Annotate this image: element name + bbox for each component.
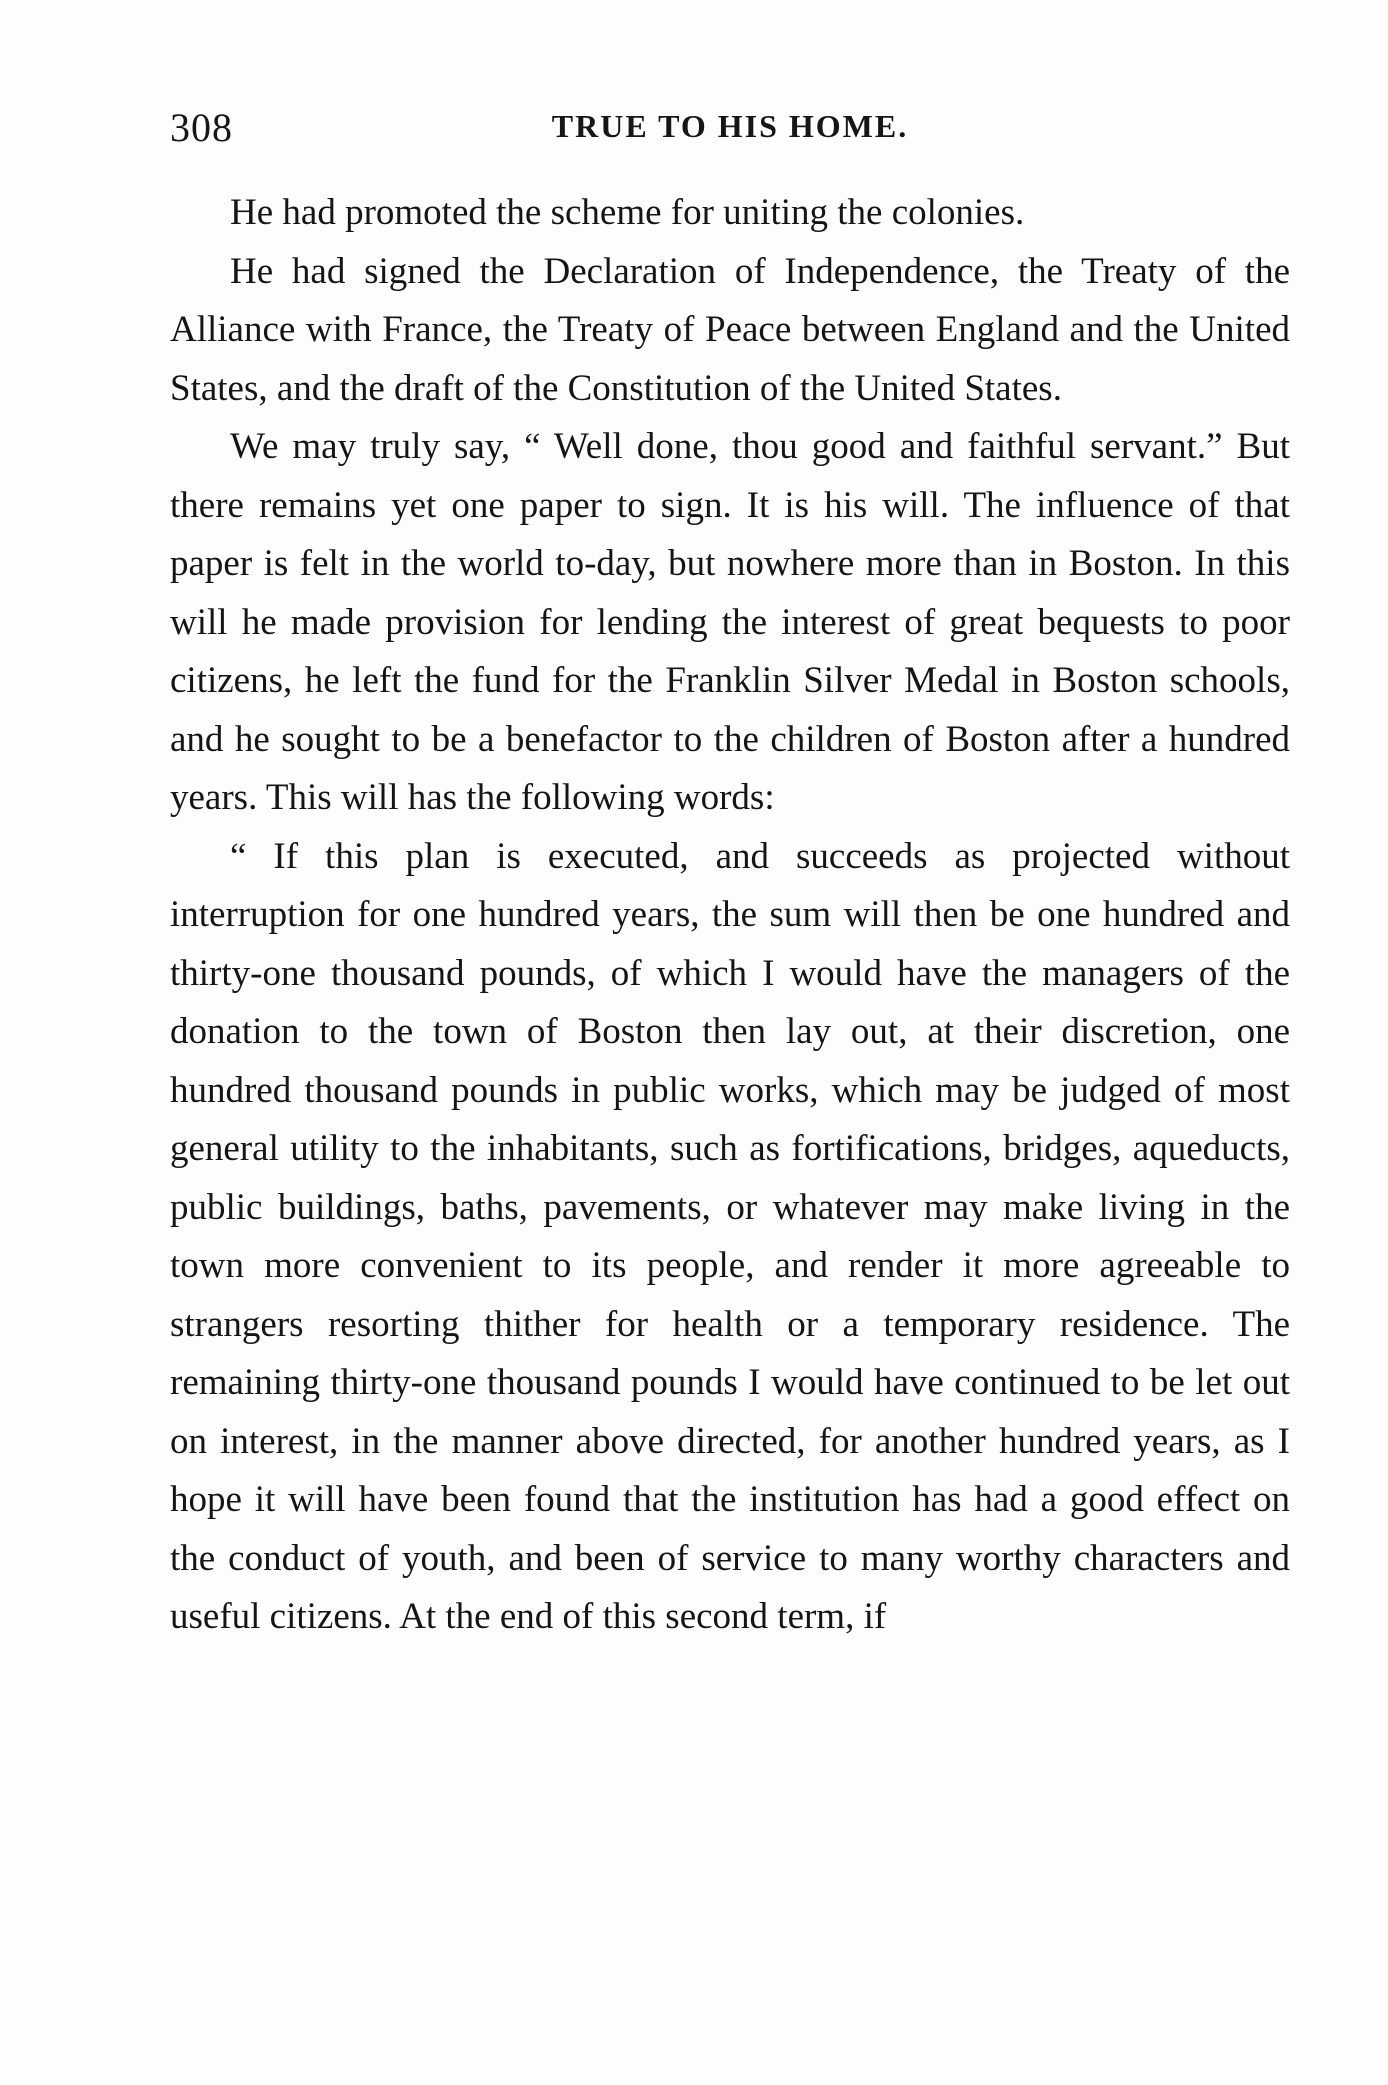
running-head — [170, 104, 1290, 164]
paragraph-will: We may truly say, “ Well done, thou good and faithful servant.” But there remains yet one paper to sign. It is his will. The influence of that paper is felt in the world to-day, but nowhere more than in Boston. In this will he made provision for lending the interest of great bequests to poor citizens, he left the fund for the Franklin Silver Medal in Boston schools, and he sought to be a benefactor to the children of Boston after a hundred years. This will has the following words: — [170, 426, 1290, 818]
page-number: 308 — [170, 105, 233, 150]
running-title: TRUE TO HIS HOME. — [551, 108, 909, 144]
paragraph-declaration: He had signed the Declaration of Independence, the Treaty of the Alliance with France, the Treaty of Peace between England and the United States, and the draft of the Constitution of the United States. — [170, 250, 1290, 409]
paragraph-colonies: He had promoted the scheme for uniting the colonies. — [230, 192, 1025, 233]
paragraph-will-quotation: “ If this plan is executed, and succeeds as projected without interruption for one hundred years, the sum will then be one hundred and thirty-one thousand pounds, of which I would have the managers of the donation to the town of Boston then lay out, at their discretion, one hundred thousand pounds in public works, which may be judged of most general utility to the inhabitants, such as fortifications, bridges, aqueducts, public buildings, baths, pavements, or whatever may make living in the town more convenient to its people, and render it more agreeable to strangers resorting thither for health or a temporary residence. The remaining thirty-one thousand pounds I would have continued to be let out on interest, in the manner above directed, for another hundred years, as I hope it will have been found that the institution has had a good effect on the conduct of youth, and been of service to many worthy characters and useful citizens. At the end of this second term, if — [170, 835, 1290, 1637]
body-text — [170, 184, 1290, 1647]
